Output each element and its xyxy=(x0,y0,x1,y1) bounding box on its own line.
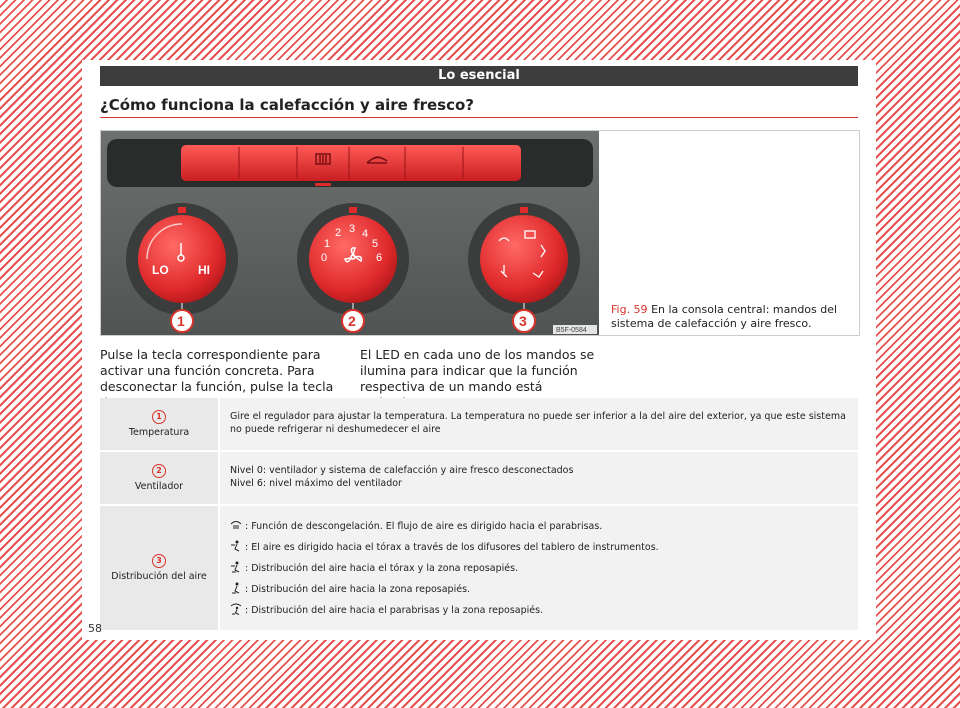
callout-2-label: 2 xyxy=(348,313,356,329)
fan-level-5: 5 xyxy=(372,238,379,250)
figure-number: Fig. 59 xyxy=(611,303,648,316)
fan-level-6: 6 xyxy=(376,252,383,264)
page-number: 58 xyxy=(88,622,102,635)
image-code: B5F-0584 xyxy=(556,327,587,334)
table-row xyxy=(100,398,858,452)
fan-level-2: 2 xyxy=(335,227,342,239)
knob-3 xyxy=(480,215,568,303)
title-rule xyxy=(100,117,858,118)
figure-caption xyxy=(611,303,855,331)
row-label: Temperatura xyxy=(128,427,190,438)
row-label: Ventilador xyxy=(134,481,184,492)
row-number-badge: 2 xyxy=(152,464,166,478)
distribution-item: : El aire es dirigido hacia el tórax a través de los difusores del tablero de instrumentos. xyxy=(230,540,848,554)
fan-level-0: 0 xyxy=(321,252,328,264)
fan-level-1: 1 xyxy=(324,238,331,250)
row-header xyxy=(100,506,218,630)
knob-1-lo-label: LO xyxy=(152,263,169,277)
button-strip xyxy=(181,145,521,181)
row-number-badge: 3 xyxy=(152,554,166,568)
row-description: Gire el regulador para ajustar la temperatura. La temperatura no puede ser inferior a la del aire del exterior, ya que este sistema no puede refrigerar ni deshumedecer el aire xyxy=(220,398,858,450)
controls-table xyxy=(100,398,858,632)
knob-1 xyxy=(138,215,226,303)
row-description xyxy=(220,452,858,504)
fan-level-0-text: Nivel 0: ventilador y sistema de calefacción y aire fresco desconectados xyxy=(230,465,574,476)
callout-3-label: 3 xyxy=(519,313,527,329)
table-row xyxy=(100,452,858,506)
distribution-item: : Distribución del aire hacia la zona reposapiés. xyxy=(230,582,848,596)
fan-level-4: 4 xyxy=(362,228,369,240)
fan-level-6-text: Nivel 6: nivel máximo del ventilador xyxy=(230,478,402,489)
knob-1-hi-label: HI xyxy=(198,263,210,277)
body-column-1: Pulse la tecla correspondiente para activar una función concreta. Para desconectar la función, pulse la tecla xyxy=(100,347,334,394)
fan-level-3: 3 xyxy=(349,223,356,235)
row-number-badge: 1 xyxy=(152,410,166,424)
footwell-icon xyxy=(230,582,242,594)
chest-vent-icon xyxy=(230,540,242,552)
figure xyxy=(100,130,860,336)
table-row xyxy=(100,506,858,632)
row-description xyxy=(220,506,858,630)
defrost-icon xyxy=(230,519,242,531)
page xyxy=(82,60,876,640)
chest-footwell-icon xyxy=(230,561,242,573)
section-header: Lo esencial xyxy=(100,66,858,86)
row-label: Distribución del aire xyxy=(111,571,207,582)
distribution-item: : Distribución del aire hacia el parabrisas y la zona reposapiés. xyxy=(230,603,848,617)
distribution-item: : Función de descongelación. El flujo de aire es dirigido hacia el parabrisas. xyxy=(230,519,848,533)
figure-caption-text: En la consola central: mandos del sistema de calefacción y aire fresco. xyxy=(611,303,838,330)
row-header xyxy=(100,398,218,450)
distribution-item: : Distribución del aire hacia el tórax y la zona reposapiés. xyxy=(230,561,848,575)
windscreen-footwell-icon xyxy=(230,603,242,615)
page-title: ¿Cómo funciona la calefacción y aire fresco? xyxy=(100,96,474,114)
climate-control-photo xyxy=(101,131,599,335)
body-column-2: El LED en cada uno de los mandos se ilumina para indicar que la función respectiva de un mando está xyxy=(360,347,595,394)
row-header xyxy=(100,452,218,504)
callout-1-label: 1 xyxy=(177,313,185,329)
